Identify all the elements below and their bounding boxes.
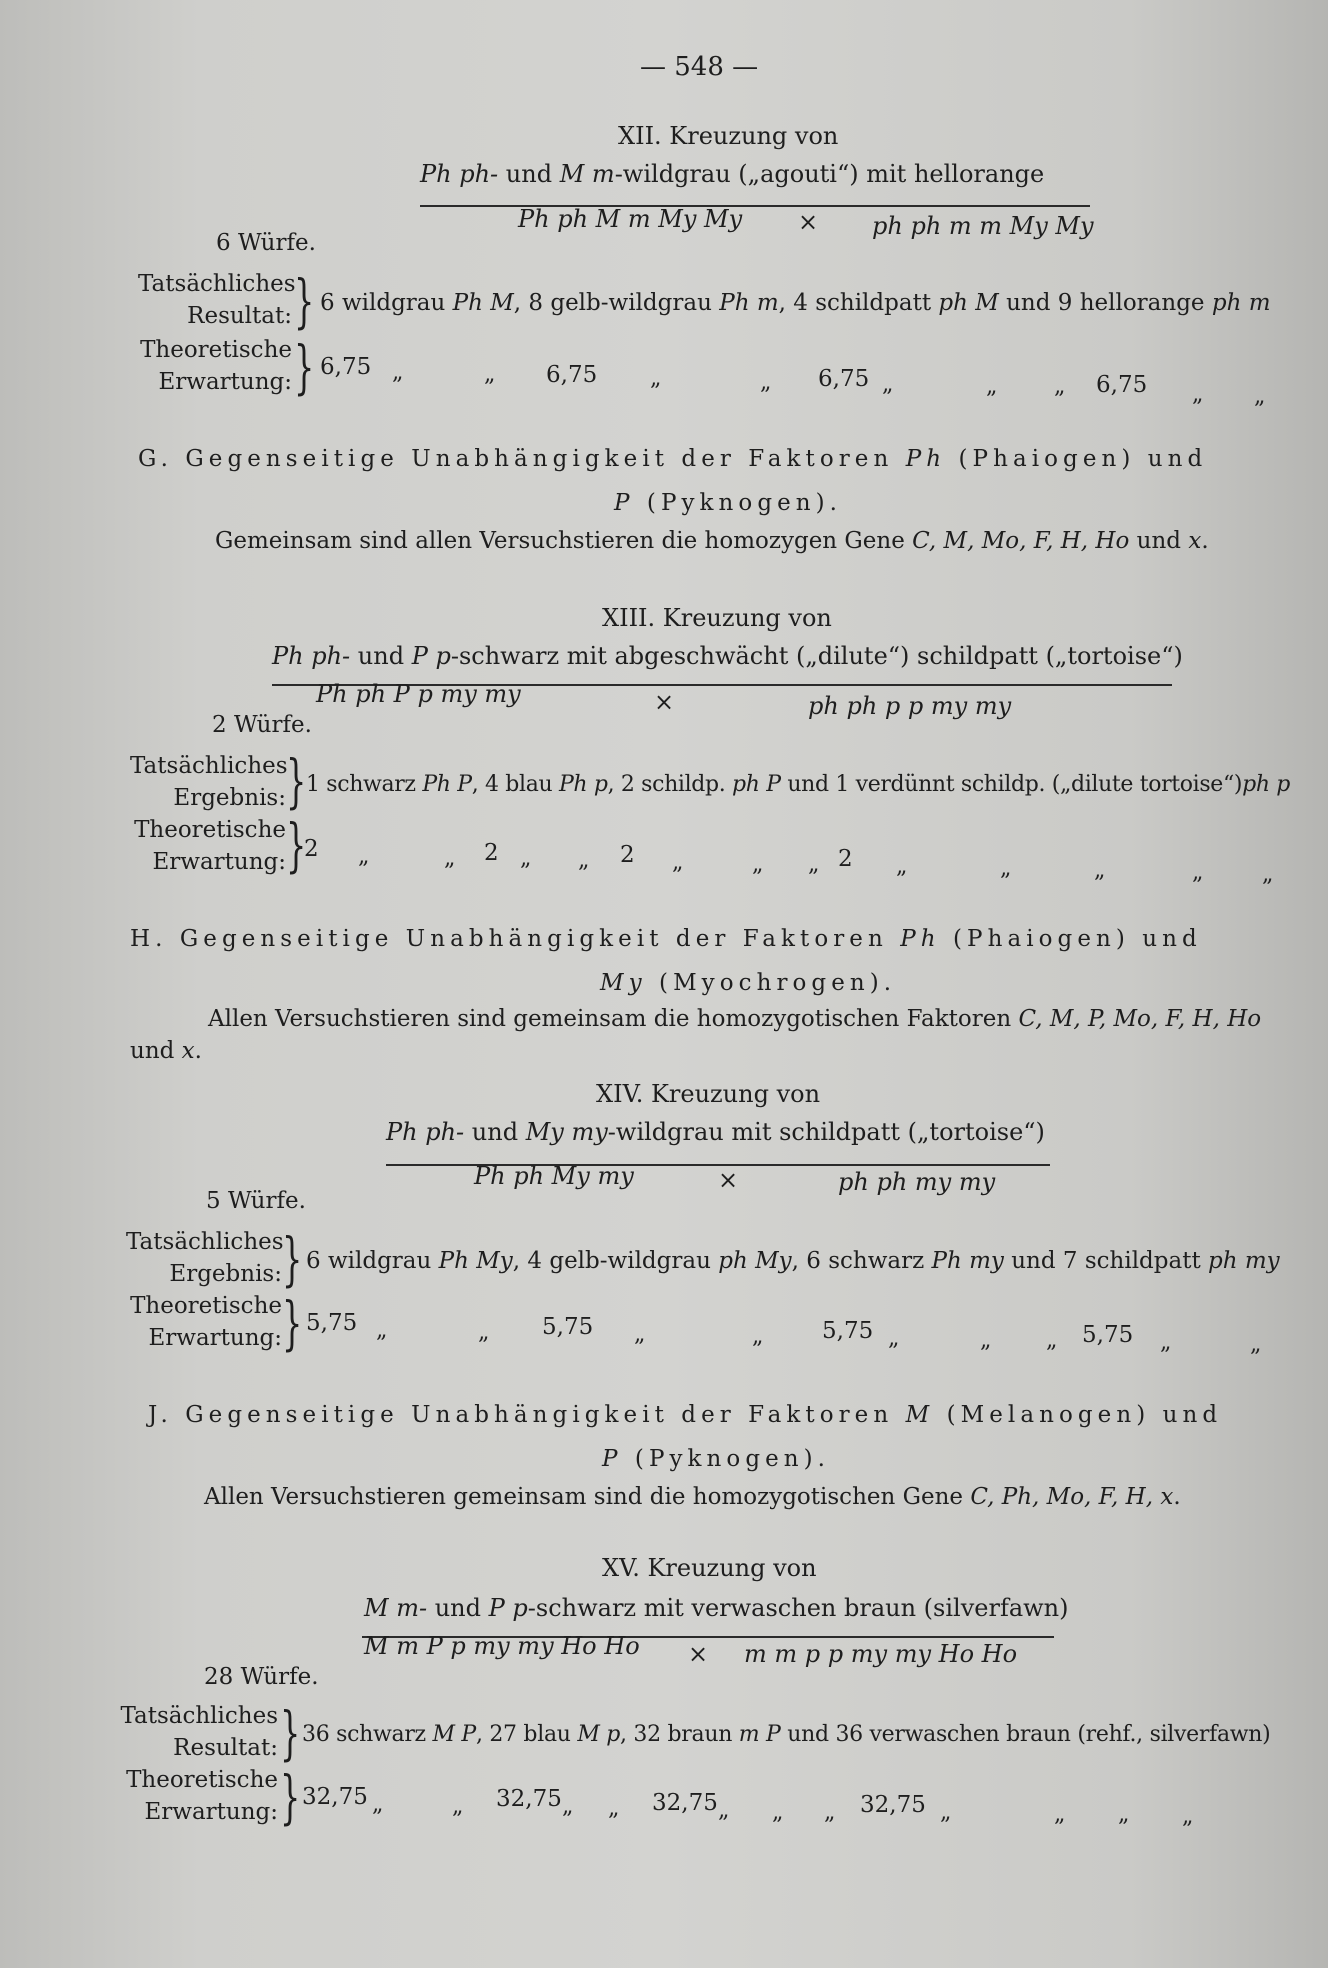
j-heading-line2: P (Pyknogen). xyxy=(602,1446,831,1472)
xv-brace-theoretical: } xyxy=(280,1763,301,1831)
xiv-brace-theoretical: } xyxy=(282,1289,303,1357)
xii-label-theoretical: Theoretische Erwartung: xyxy=(140,337,292,395)
xiv-label-actual: Tatsächliches Ergebnis: xyxy=(126,1229,284,1287)
xii-litters: 6 Würfe. xyxy=(216,230,316,256)
xii-brace-theoretical: } xyxy=(294,333,315,401)
xiv-label-theoretical: Theoretische Erwartung: xyxy=(130,1293,282,1351)
xv-genotype-left: M m P p my my Ho Ho xyxy=(364,1632,640,1660)
g-heading-line2: P (Pyknogen). xyxy=(614,490,843,516)
xii-genotype-left: Ph ph M m My My xyxy=(518,205,743,233)
xv-litters: 28 Würfe. xyxy=(204,1664,319,1690)
xv-genotype-right: m m p p my my Ho Ho xyxy=(744,1640,1018,1668)
xii-cross-symbol: × xyxy=(798,208,819,236)
xiv-litters: 5 Würfe. xyxy=(206,1188,306,1214)
xiv-title: XIV. Kreuzung von xyxy=(596,1080,821,1108)
page-number: — 548 — xyxy=(640,52,759,82)
xiv-genotype-left: Ph ph My my xyxy=(474,1162,634,1190)
xv-cross-description: M m- und P p-schwarz mit verwaschen braun (silverfawn) xyxy=(364,1594,1069,1622)
xiii-label-actual: Tatsächliches Ergebnis: xyxy=(130,753,288,811)
xv-title: XV. Kreuzung von xyxy=(602,1554,817,1582)
xv-cross-symbol: × xyxy=(688,1640,709,1668)
xiv-genotype-right: ph ph my my xyxy=(838,1168,996,1196)
h-common-factors: Allen Versuchstieren sind gemeinsam die homozygotischen Faktoren C, M, P, Mo, F, H, Ho xyxy=(208,1006,1262,1032)
xiii-genotype-right: ph ph p p my my xyxy=(808,692,1012,720)
xiii-genotype-left: Ph ph P p my my xyxy=(316,680,521,708)
xv-brace-actual: } xyxy=(280,1699,301,1767)
xii-actual-result: 6 wildgrau Ph M, 8 gelb-wildgrau Ph m, 4 schildpatt ph M und 9 hellorange ph m xyxy=(320,290,1271,316)
g-heading: G. Gegenseitige Unabhängigkeit der Faktoren Ph (Phaiogen) und xyxy=(138,446,1208,472)
xiii-litters: 2 Würfe. xyxy=(212,712,312,738)
book-page: — 548 — XII. Kreuzung von Ph ph- und M m-wildgrau („agouti“) mit hellorange Ph ph M m My My × ph ph m m My My 6 Würfe. Tatsächliches Resultat: } 6 wildgrau Ph M, 8 gelb-wildgrau Ph m, 4 schildpatt ph M und 9 hellorange ph m Theoretische Erwartung: } 6,75 „ „ 6,75 „ „ 6,75 „ „ „ 6,75 „ „ G. Gegenseitige Unabhängigkeit der Faktoren Ph (Phaiogen) und P (Pyknogen). Gemeinsam sind allen Versuchstieren die homozygen Gene C, M, Mo, F, H, Ho und x. XIII. Kreuzung von Ph ph- und P p-schwarz mit abgeschwächt („dilute“) schildpatt („tortoise“) Ph ph P p my my × ph ph p p my my 2 Würfe. Tatsächliches Ergebnis: } 1 schwarz Ph P, 4 blau Ph p, 2 schildp. ph P und 1 verdünnt schildp. („dilute tortoise“)ph p Theoretische Erwartung: } 2 „ „ 2 „ „ 2 „ „ „ 2 „ „ „ „ „ H. Gegenseitige Unabhängigkeit der Faktoren Ph (Phaiogen) und My (Myochrogen). Allen Versuchstieren sind gemeinsam die homozygotischen Faktoren C, M, P, Mo, F, H, Ho und x. XIV. Kreuzung von Ph ph- und My my-wildgrau mit schildpatt („tortoise“) Ph ph My my × ph ph my my 5 Würfe. Tatsächliches Ergebnis: } 6 wildgrau Ph My, 4 gelb-wildgrau ph My, 6 schwarz Ph my und 7 schildpatt ph my Theoretische Erwartung: } 5,75 „ „ 5,75 „ „ 5,75 „ „ „ 5,75 „ „ J. Gegenseitige Unabhängigkeit der Faktoren M (Melanogen) und P (Pyknogen). Allen Versuchstieren gemeinsam sind die homozygotischen Gene C, Ph, Mo, F, H, x. XV. Kreuzung von M m- und P p-schwarz mit verwaschen braun (silverfawn) M m P p my my Ho Ho × m m p p my my Ho Ho 28 Würfe. Tatsächliches Resultat: } 36 schwarz M P, 27 blau M p, 32 braun m P und 36 verwaschen braun (rehf., silverfawn) Theoretische Erwartung: } 32,75 „ „ 32,75 „ „ 32,75 „ „ „ 32,75 „ „ „ „ xyxy=(0,0,1328,1968)
xv-actual-result: 36 schwarz M P, 27 blau M p, 32 braun m P und 36 verwaschen braun (rehf., silverfawn) xyxy=(302,1722,1271,1747)
xii-title: XII. Kreuzung von xyxy=(618,122,839,150)
xv-label-theoretical: Theoretische Erwartung: xyxy=(126,1767,278,1825)
xiv-cross-description: Ph ph- und My my-wildgrau mit schildpatt („tortoise“) xyxy=(386,1118,1045,1146)
xii-cross-description: Ph ph- und M m-wildgrau („agouti“) mit hellorange xyxy=(420,160,1045,188)
xiii-brace-actual: } xyxy=(286,747,307,815)
xiii-brace-theoretical: } xyxy=(286,811,307,879)
j-heading: J. Gegenseitige Unabhängigkeit der Faktoren M (Melanogen) und xyxy=(148,1402,1223,1428)
xv-label-actual: Tatsächliches Resultat: xyxy=(120,1703,278,1761)
xiv-cross-symbol: × xyxy=(718,1166,739,1194)
xiii-title: XIII. Kreuzung von xyxy=(602,604,832,632)
xiii-cross-symbol: × xyxy=(654,688,675,716)
xiii-cross-description: Ph ph- und P p-schwarz mit abgeschwächt („dilute“) schildpatt („tortoise“) xyxy=(272,642,1183,670)
xiv-brace-actual: } xyxy=(282,1225,303,1293)
j-common-genes: Allen Versuchstieren gemeinsam sind die homozygotischen Gene C, Ph, Mo, F, H, x. xyxy=(204,1484,1181,1510)
xiv-actual-result: 6 wildgrau Ph My, 4 gelb-wildgrau ph My, 6 schwarz Ph my und 7 schildpatt ph my xyxy=(306,1248,1280,1274)
h-common-factors-line2: und x. xyxy=(130,1038,202,1064)
xii-label-actual: Tatsächliches Resultat: xyxy=(138,271,296,329)
xii-genotype-right: ph ph m m My My xyxy=(872,212,1094,240)
h-heading: H. Gegenseitige Unabhängigkeit der Faktoren Ph (Phaiogen) und xyxy=(130,926,1202,952)
xiii-label-theoretical: Theoretische Erwartung: xyxy=(134,817,286,875)
xii-brace-actual: } xyxy=(294,267,315,335)
h-heading-line2: My (Myochrogen). xyxy=(600,970,897,996)
g-common-genes: Gemeinsam sind allen Versuchstieren die homozygen Gene C, M, Mo, F, H, Ho und x. xyxy=(215,528,1209,554)
xiii-actual-result: 1 schwarz Ph P, 4 blau Ph p, 2 schildp. ph P und 1 verdünnt schildp. („dilute tortoise“)ph p xyxy=(306,772,1291,797)
